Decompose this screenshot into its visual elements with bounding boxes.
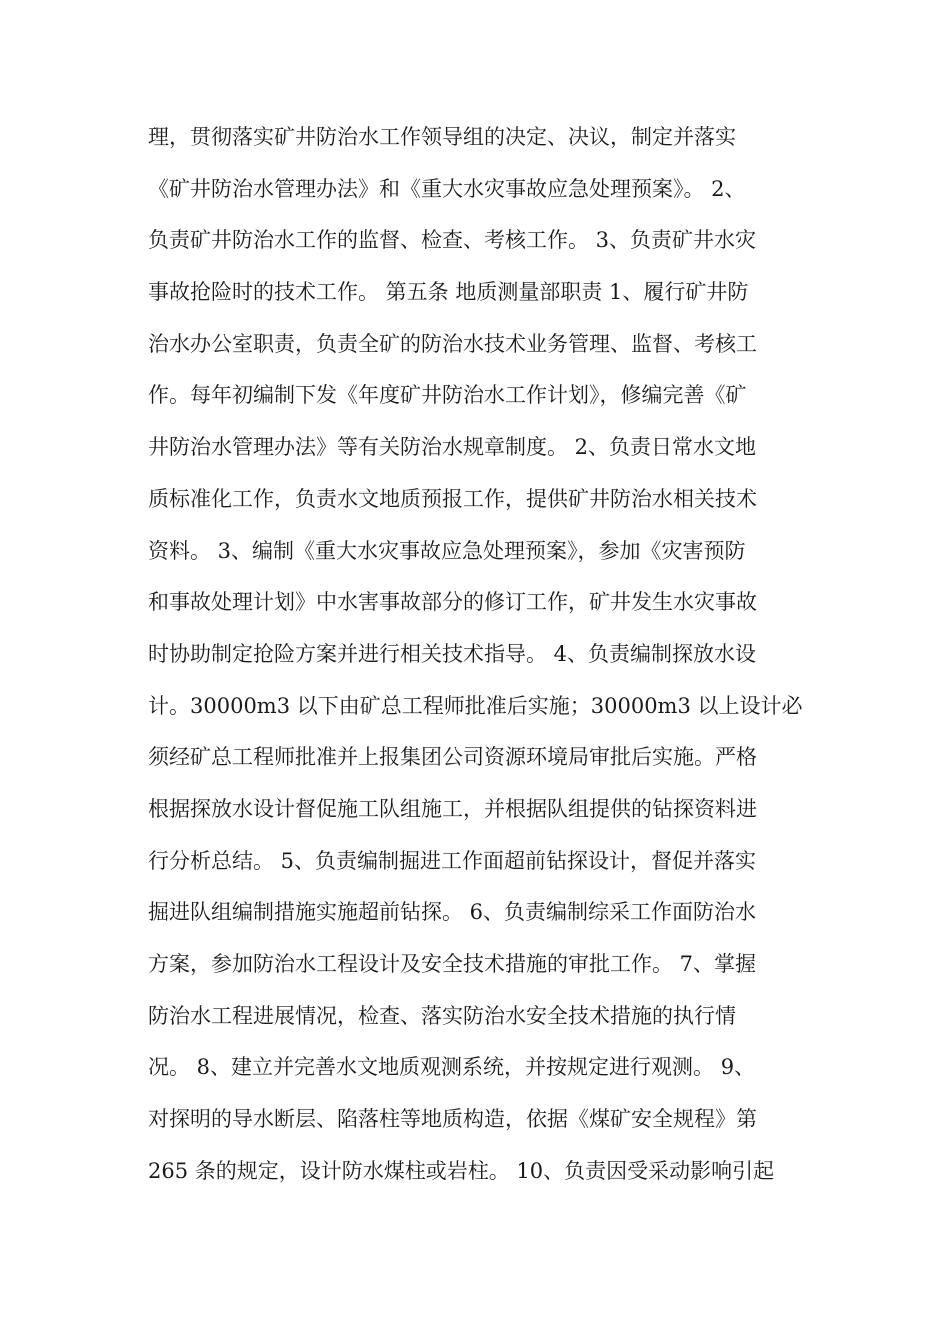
text-line: 治水办公室职责，负责全矿的防治水技术业务管理、监督、考核工 [148, 331, 757, 356]
text-line: 作。每年初编制下发《年度矿井防治水工作计划》，修编完善《矿 [148, 383, 747, 408]
text-line: 265 条的规定，设计防水煤柱或岩柱。 10、负责因受采动影响引起 [148, 1158, 775, 1183]
text-line: 负责矿井防治水工作的监督、检查、考核工作。 3、负责矿井水灾 [148, 228, 757, 253]
text-line: 资料。 3、编制《重大水灾事故应急处理预案》，参加《灾害预防 [148, 538, 746, 563]
text-line: 须经矿总工程师批准并上报集团公司资源环境局审批后实施。严格 [148, 745, 757, 770]
text-line: 行分析总结。 5、负责编制掘进工作面超前钻探设计，督促并落实 [148, 848, 757, 873]
text-line: 计。30000m3 以下由矿总工程师批准后实施；30000m3 以上设计必 [148, 693, 803, 718]
text-line: 质标准化工作，负责水文地质预报工作，提供矿井防治水相关技术 [148, 486, 757, 511]
text-line: 《矿井防治水管理办法》和《重大水灾事故应急处理预案》。 2、 [148, 176, 746, 201]
text-line: 事故抢险时的技术工作。 第五条 地质测量部职责 1、履行矿井防 [148, 280, 749, 305]
text-line: 况。 8、建立并完善水文地质观测系统，并按规定进行观测。 9、 [148, 1055, 756, 1080]
body-text [148, 112, 808, 1197]
text-line: 井防治水管理办法》等有关防治水规章制度。 2、负责日常水文地 [148, 435, 757, 460]
text-line: 掘进队组编制措施实施超前钻探。 6、负责编制综采工作面防治水 [148, 900, 757, 925]
text-line: 根据探放水设计督促施工队组施工，并根据队组提供的钻探资料进 [148, 796, 757, 821]
text-line: 对探明的导水断层、陷落柱等地质构造，依据《煤矿安全规程》第 [148, 1107, 757, 1132]
text-line: 时协助制定抢险方案并进行相关技术指导。 4、负责编制探放水设 [148, 641, 757, 666]
text-line: 方案，参加防治水工程设计及安全技术措施的审批工作。 7、掌握 [148, 952, 757, 976]
text-line: 防治水工程进展情况，检查、落实防治水安全技术措施的执行情 [148, 1003, 736, 1028]
text-line: 和事故处理计划》中水害事故部分的修订工作，矿井发生水灾事故 [148, 590, 757, 615]
text-line: 理，贯彻落实矿井防治水工作领导组的决定、决议，制定并落实 [148, 125, 736, 149]
